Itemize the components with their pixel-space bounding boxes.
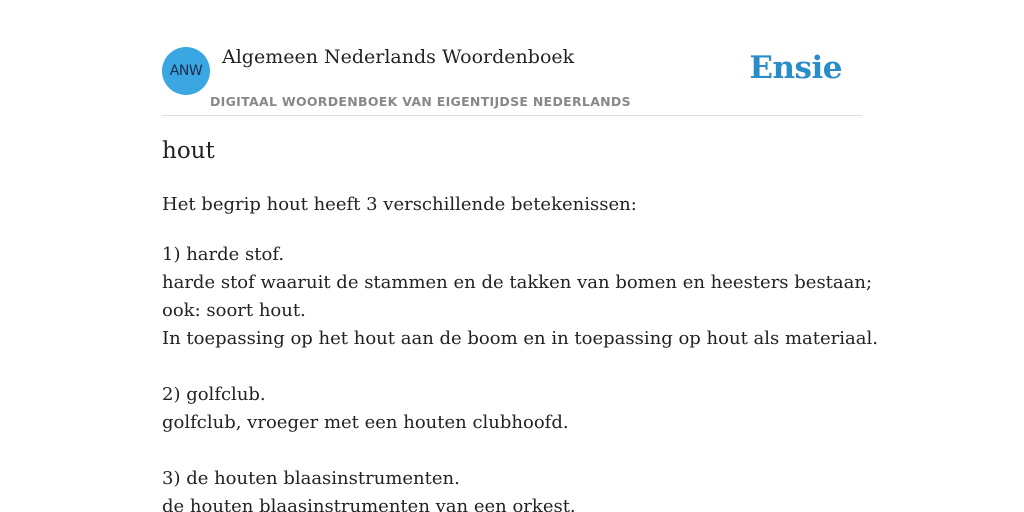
meaning-heading: 2) golfclub. — [162, 384, 266, 405]
meaning-line: golfclub, vroeger met een houten clubhoofd. — [162, 412, 569, 433]
meaning-line: In toepassing op het hout aan de boom en in toepassing op hout als materiaal. — [162, 328, 878, 349]
meaning-line: ook: soort hout. — [162, 300, 306, 321]
meaning-line: harde stof waaruit de stammen en de takken van bomen en heesters bestaan; — [162, 272, 873, 293]
anw-logo[interactable] — [162, 47, 210, 95]
meaning-item — [162, 381, 862, 437]
entry-intro: Het begrip hout heeft 3 verschillende betekenissen: — [162, 194, 637, 215]
meaning-item — [162, 241, 878, 353]
site-subtitle: DIGITAAL WOORDENBOEK VAN EIGENTIJDSE NEDERLANDS — [210, 94, 631, 109]
meanings-list — [162, 241, 878, 512]
site-header — [162, 0, 862, 116]
ensie-brand-logo[interactable]: Ensie — [749, 50, 842, 86]
meaning-line: de houten blaasinstrumenten van een orkest. — [162, 496, 576, 512]
site-title[interactable]: Algemeen Nederlands Woordenboek — [222, 46, 575, 68]
logo-text: ANW — [169, 63, 203, 79]
entry-word-title: hout — [162, 138, 215, 164]
meaning-heading: 1) harde stof. — [162, 244, 285, 265]
meaning-heading: 3) de houten blaasinstrumenten. — [162, 468, 460, 489]
meaning-item — [162, 465, 862, 512]
